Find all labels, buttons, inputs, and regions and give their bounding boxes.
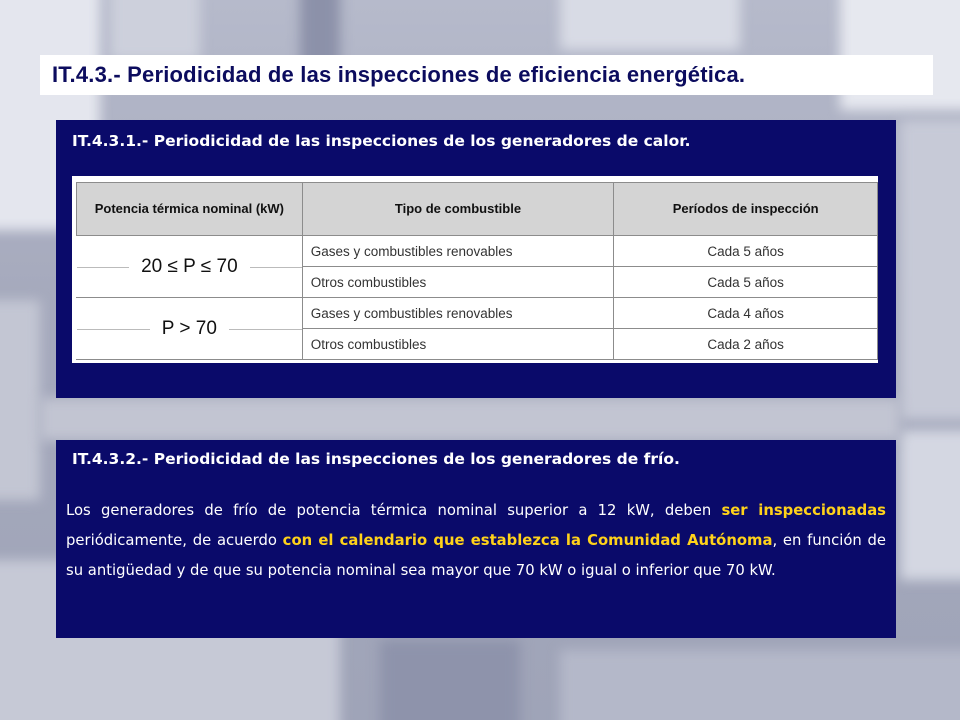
header-period: Períodos de inspección xyxy=(614,183,878,236)
highlight-text: ser inspeccionadas xyxy=(721,502,886,519)
page-title-bar xyxy=(40,55,933,95)
power-range: 20 ≤ P ≤ 70 xyxy=(129,256,250,277)
period-cell: Cada 5 años xyxy=(614,267,878,298)
inspection-table xyxy=(76,182,878,360)
cold-generators-paragraph xyxy=(66,496,886,586)
header-power: Potencia térmica nominal (kW) xyxy=(77,183,303,236)
power-range: P > 70 xyxy=(150,318,229,339)
heat-generators-heading: IT.4.3.1.- Periodicidad de las inspecciones de los generadores de calor. xyxy=(72,132,691,150)
power-range-cell xyxy=(77,298,303,360)
table-row xyxy=(77,236,878,267)
period-cell: Cada 2 años xyxy=(614,329,878,360)
heat-generators-panel xyxy=(56,120,896,398)
fuel-cell: Gases y combustibles renovables xyxy=(302,298,614,329)
table-row xyxy=(77,298,878,329)
fuel-cell: Gases y combustibles renovables xyxy=(302,236,614,267)
page-title: IT.4.3.- Periodicidad de las inspecciones de eficiencia energética. xyxy=(52,62,746,87)
inspection-table-frame xyxy=(72,176,878,363)
period-cell: Cada 5 años xyxy=(614,236,878,267)
paragraph-text: Los generadores de frío de potencia térmica nominal superior a 12 kW, deben xyxy=(66,502,722,519)
header-fuel: Tipo de combustible xyxy=(302,183,614,236)
highlight-text: con el calendario que establezca la Comunidad Autónoma xyxy=(282,532,773,549)
paragraph-text: , en función de su antigüedad y de que su potencia nominal sea mayor que 70 kW o igual o inferior que 70 kW. xyxy=(66,532,887,579)
cold-generators-panel xyxy=(56,440,896,638)
fuel-cell: Otros combustibles xyxy=(302,329,614,360)
fuel-cell: Otros combustibles xyxy=(302,267,614,298)
power-range-cell xyxy=(77,236,303,298)
period-cell: Cada 4 años xyxy=(614,298,878,329)
paragraph-text: periódicamente, de acuerdo xyxy=(66,532,283,549)
cold-generators-heading: IT.4.3.2.- Periodicidad de las inspecciones de los generadores de frío. xyxy=(72,450,680,468)
table-header-row xyxy=(77,183,878,236)
